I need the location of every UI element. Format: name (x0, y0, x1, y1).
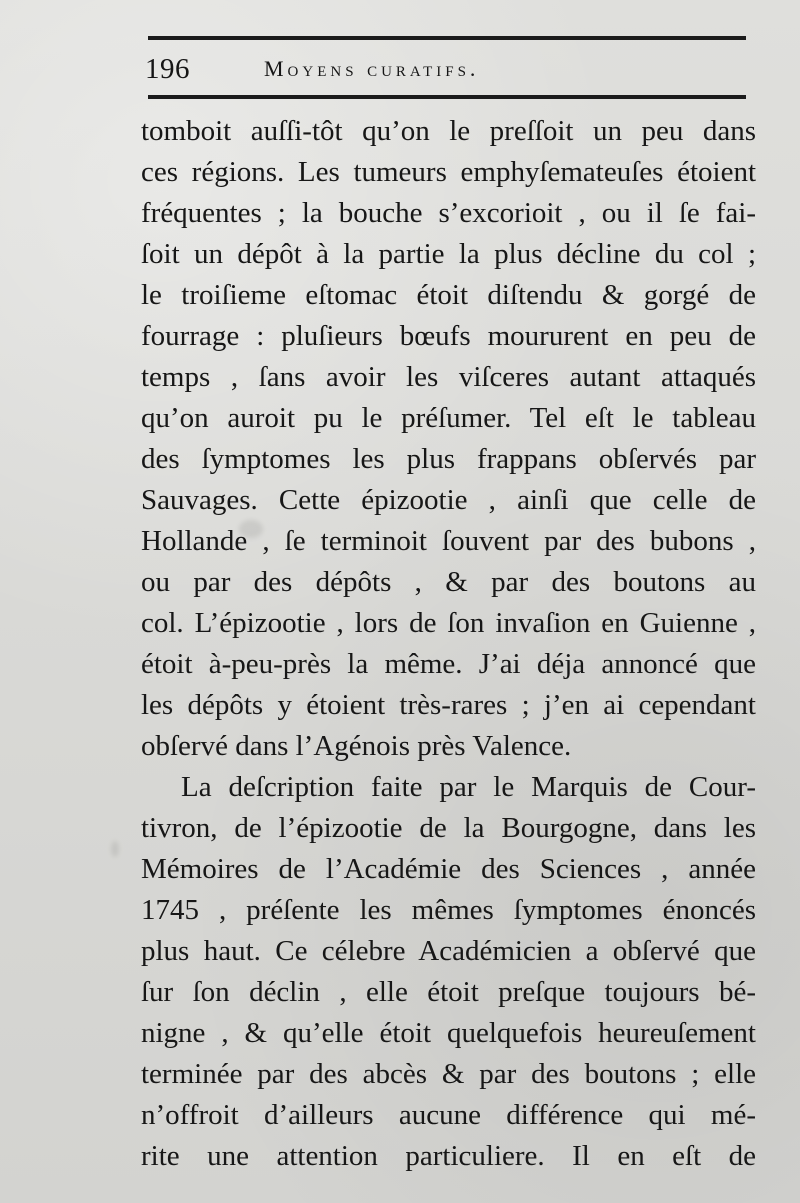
top-header-rule (148, 36, 746, 40)
text-line: 1745 , préſente les mêmes ſymptomes énoncés (141, 894, 756, 926)
text-line: nigne , & qu’elle étoit quelquefois heureuſement (141, 1017, 756, 1049)
text-line: temps , ſans avoir les viſceres autant attaqués (141, 361, 756, 393)
text-line: Sauvages. Cette épizootie , ainſi que celle de (141, 484, 756, 516)
text-line: plus haut. Ce célebre Académicien a obſervé que (141, 935, 756, 967)
text-line: ſur ſon déclin , elle étoit preſque toujours bé- (141, 976, 756, 1008)
text-line: terminée par des abcès & par des boutons ; elle (141, 1058, 756, 1090)
text-line: ces régions. Les tumeurs emphyſemateuſes étoient (141, 156, 756, 188)
text-line: ou par des dépôts , & par des boutons au (141, 566, 756, 598)
text-line: qu’on auroit pu le préſumer. Tel eſt le tableau (141, 402, 756, 434)
bottom-header-rule (148, 95, 746, 99)
running-title: Moyens curatifs. (264, 56, 480, 81)
text-line: étoit à-peu-près la même. J’ai déja annoncé que (141, 648, 756, 680)
text-line: Mémoires de l’Académie des Sciences , année (141, 853, 756, 885)
text-line: tomboit auſſi-tôt qu’on le preſſoit un peu dans (141, 115, 756, 147)
page-header (145, 52, 755, 86)
text-line: tivron, de l’épizootie de la Bourgogne, dans les (141, 812, 756, 844)
text-line: Hollande , ſe terminoit ſouvent par des bubons , (141, 525, 756, 557)
text-line: La deſcription faite par le Marquis de Cour- (181, 771, 756, 803)
text-line: ſoit un dépôt à la partie la plus décline du col ; (141, 238, 756, 270)
text-line: le troiſieme eſtomac étoit diſtendu & gorgé de (141, 279, 756, 311)
paper-spot (111, 841, 119, 857)
page-body (141, 111, 756, 1177)
text-line: les dépôts y étoient très-rares ; j’en ai cependant (141, 689, 756, 721)
text-line: n’offroit d’ailleurs aucune différence qui mé- (141, 1099, 756, 1131)
text-line: fourrage : pluſieurs bœufs moururent en peu de (141, 320, 756, 352)
page-number: 196 (145, 53, 190, 85)
text-line: obſervé dans l’Agénois près Valence. (141, 730, 572, 762)
text-line: des ſymptomes les plus frappans obſervés par (141, 443, 756, 475)
text-line: col. L’épizootie , lors de ſon invaſion en Guienne , (141, 607, 756, 639)
text-line: fréquentes ; la bouche s’excorioit , ou il ſe fai- (141, 197, 756, 229)
text-line: rite une attention particuliere. Il en eſt de (141, 1140, 756, 1172)
